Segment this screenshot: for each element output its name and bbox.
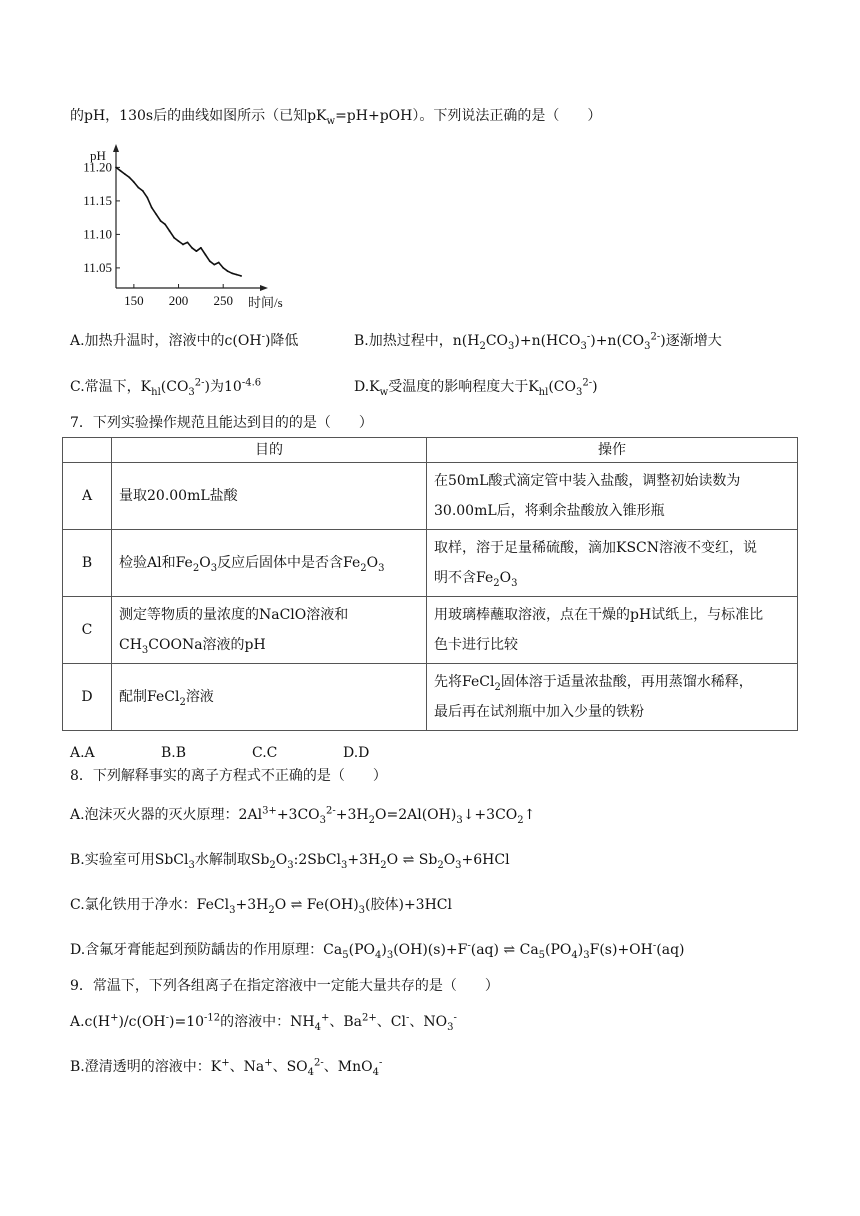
row-operation: 用玻璃棒蘸取溶液，点在干燥的pH试纸上，与标准比 色卡进行比较	[427, 597, 798, 664]
x-tick-label: 200	[168, 293, 189, 308]
data-point	[120, 170, 122, 172]
table-header-row	[63, 438, 798, 463]
x-axis-label: 时间/s	[248, 295, 283, 310]
data-point	[236, 274, 238, 276]
data-point	[187, 242, 189, 244]
q6-option-a: A.加热升温时，溶液中的c(OH-)降低	[70, 331, 299, 349]
row-label: C	[63, 597, 112, 664]
q6-intro: 的pH，130s后的曲线如图所示（已知$pK_w=pH+pOH$）。下列说法正确的是（ ）	[70, 108, 602, 127]
data-point	[204, 254, 206, 256]
x-tick-label: 150	[124, 293, 144, 308]
ph-time-chart	[70, 140, 283, 320]
data-point	[222, 267, 224, 269]
q6-option-d: $D.K_w$受温度的影响程度大于$K_{hl}(CO_3^{2-})$	[354, 377, 598, 398]
data-point	[115, 167, 117, 169]
q7-table	[62, 437, 798, 731]
q9-option-b: B.澄清透明的溶液中：K+、Na+、$SO_4^{2-}$、MnO$_4$-	[70, 1057, 383, 1078]
row-label: D	[63, 664, 112, 731]
q9-option-a: $A.c(H^+)/c(OH^-)=10^{-12}$的溶液中：$NH_4^+$、$Ba^{2+}$、Cl-、$NO_3^-$	[70, 1012, 457, 1033]
table-row	[63, 530, 798, 597]
data-point	[142, 190, 144, 192]
row-aim: 检验Al和$Fe_2O_3$反应后固体中是否含$Fe_2O_3$	[112, 530, 427, 597]
header-aim: 目的	[112, 438, 427, 463]
data-point	[129, 177, 131, 179]
data-point	[160, 220, 162, 222]
series-line-0	[116, 167, 241, 276]
header-operation: 操作	[427, 438, 798, 463]
x-tick-label: 250	[213, 293, 233, 308]
row-label: B	[63, 530, 112, 597]
data-point	[209, 260, 211, 262]
data-point	[164, 223, 166, 225]
data-point	[124, 173, 126, 175]
choice-d: D.D	[343, 745, 370, 761]
data-point	[213, 264, 215, 266]
data-point	[173, 237, 175, 239]
q7-stem: 7．下列实验操作规范且能达到目的的是（ ）	[70, 415, 373, 431]
table-row	[63, 664, 798, 731]
data-point	[218, 262, 220, 264]
q6-option-c: C.常温下，$K_{hl}(CO_3^{2-})$为$10^{-4.6}$	[70, 377, 262, 398]
q6-option-b: B.加热过程中，$n(H_2CO_3)+n(HCO_3^-)+n(CO_3^{2-})$逐渐增大	[354, 331, 722, 352]
data-point	[155, 213, 157, 215]
choice-c: C.C	[252, 745, 278, 761]
data-point	[231, 272, 233, 274]
data-point	[196, 250, 198, 252]
choice-b: B.B	[161, 745, 187, 761]
row-aim: 配制FeCl$_2$溶液	[112, 664, 427, 731]
data-point	[240, 275, 242, 277]
x-axis-arrow	[260, 285, 268, 291]
data-point	[151, 207, 153, 209]
q7-choices	[70, 743, 434, 763]
q8-option-d: D.含氟牙膏能起到预防龋齿的作用原理：$Ca_5(PO_4)_3(OH)(s)+F^-(aq)$ ⇌ $Ca_5(PO_4)_3F(s)+OH^-(aq)$	[70, 940, 685, 961]
data-point	[191, 247, 193, 249]
q8-stem: 8．下列解释事实的离子方程式不正确的是（ ）	[70, 768, 387, 784]
data-point	[133, 181, 135, 183]
table-row	[63, 463, 798, 530]
data-point	[200, 247, 202, 249]
y-tick-label: 11.20	[83, 159, 112, 175]
choice-a: A.A	[70, 745, 95, 761]
y-tick-label: 11.10	[83, 226, 112, 242]
q9-stem: 9．常温下，下列各组离子在指定溶液中一定能大量共存的是（ ）	[70, 978, 499, 994]
q8-option-b: B.实验室可用SbCl$_3$水解制取$Sb_2O_3:2SbCl_3+3H_2O$ ⇌ $Sb_2O_3+6HCl$	[70, 852, 510, 871]
y-axis-arrow	[113, 144, 119, 152]
data-point	[137, 187, 139, 189]
y-axis-label: pH	[90, 148, 106, 163]
data-point	[178, 240, 180, 242]
row-operation: 先将FeCl$_2$固体溶于适量浓盐酸，再用蒸馏水稀释， 最后再在试剂瓶中加入少量的铁粉	[427, 664, 798, 731]
data-point	[169, 230, 171, 232]
row-operation: 取样，溶于足量稀硫酸，滴加KSCN溶液不变红，说 明不含$Fe_2O_3$	[427, 530, 798, 597]
table-row	[63, 597, 798, 664]
data-point	[146, 197, 148, 199]
row-label: A	[63, 463, 112, 530]
row-aim: 测定等物质的量浓度的NaClO溶液和 $CH_3COONa$溶液的pH	[112, 597, 427, 664]
y-tick-label: 11.15	[83, 192, 112, 208]
data-point	[227, 270, 229, 272]
row-aim: 量取20.00mL盐酸	[112, 463, 427, 530]
row-operation: 在50mL酸式滴定管中装入盐酸，调整初始读数为 30.00mL后，将剩余盐酸放入锥形瓶	[427, 463, 798, 530]
q8-option-c: C.氯化铁用于净水：$FeCl_3+3H_2O$ ⇌ $Fe(OH)_3$(胶体)+3HCl	[70, 897, 452, 916]
y-tick-label: 11.05	[83, 259, 112, 275]
q8-option-a: A.泡沫灭火器的灭火原理：$2Al^{3+}+3CO_3^{2-}+3H_2O=2Al(OH)_3↓+3CO_2↑$	[70, 805, 536, 826]
data-point	[182, 244, 184, 246]
